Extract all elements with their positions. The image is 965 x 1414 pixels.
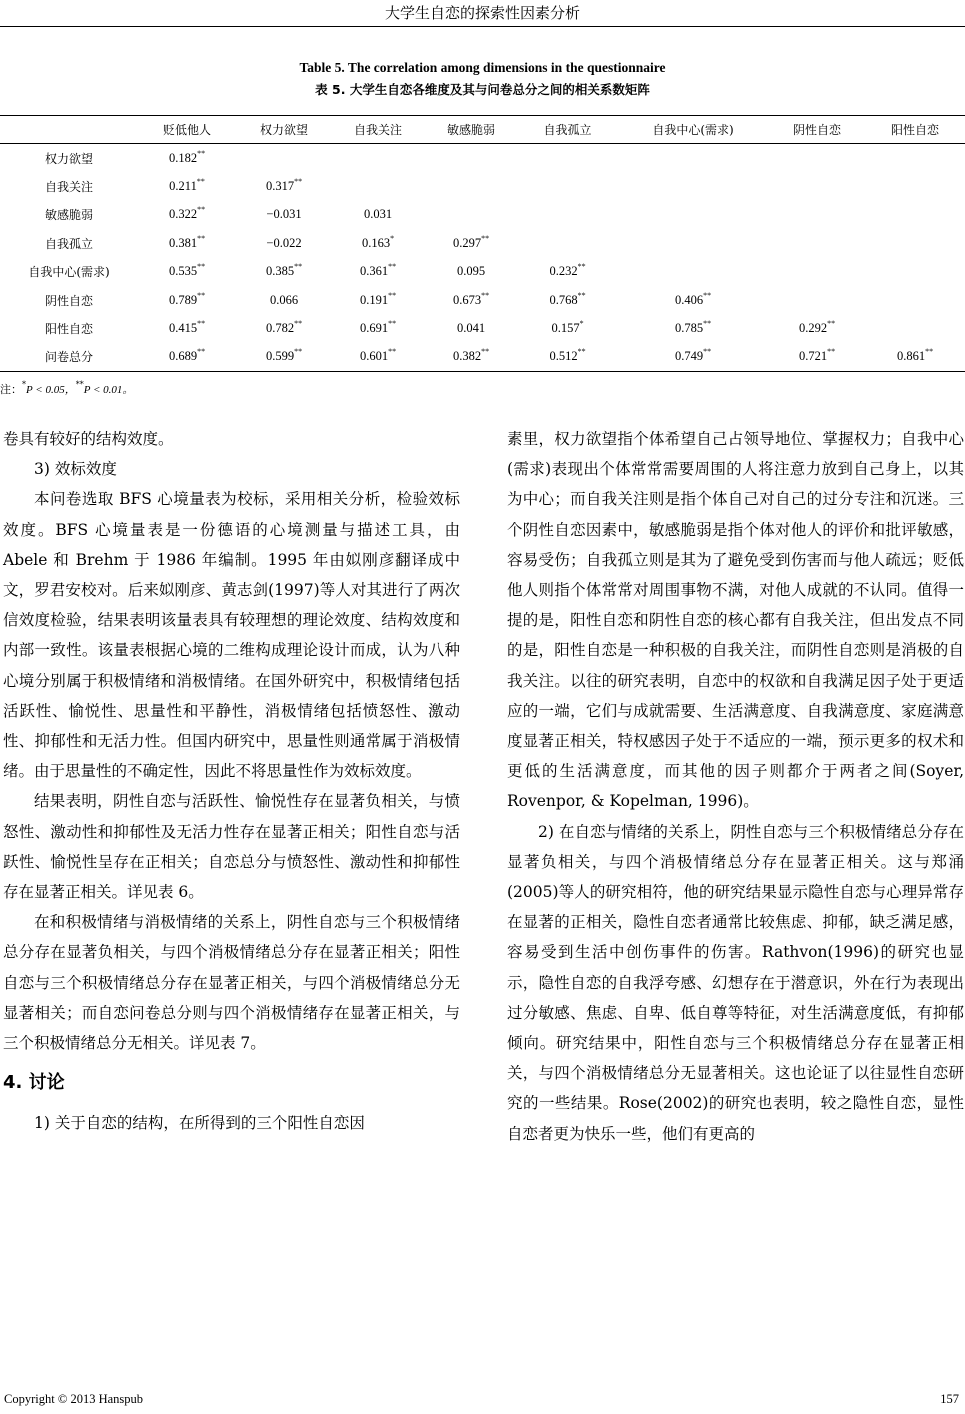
significance-mark: ** [196,177,205,187]
column-header: 敏感脆弱 [446,123,495,137]
significance-mark: ** [577,262,586,272]
correlation-value: 0.322 [168,207,198,222]
correlation-cell [518,286,617,314]
row-label: 自我孤立 [44,236,93,251]
paragraph: 本问卷选取 BFS 心境量表为校标，采用相关分析，检验效标效度。BFS 心境量表是一份德语的心境测量与描述工具，由 Abele 和 Brehm 于 1986 年编制。1995 年由姒刚彦翻译成中文，罗君安校对。后来姒刚彦、黄志剑(1997)等人对其进行了两次信效度检验，结果表明该量表具有较理想的理论效度、结构效度和内部一致性。该量表根据心境的二维构成理论设计而成，认为八种心境分别属于积极情绪和消极情绪。在国外研究中，积极情绪包括活跃性、愉悦性、思量性和平静性，消极情绪包括愤怒性、激动性、抑郁性和无活力性。但国内研究中，思量性则通常属于消极情绪。由于思量性的不确定性，因此不将思量性作为效标效度。 [3,490,460,781]
column-header: 自我关注 [353,123,402,137]
correlation-cell [236,343,332,372]
correlation-value: 0.031 [363,207,393,222]
correlation-value: 0.721 [798,349,828,364]
empty-cell [769,172,865,200]
correlation-cell [424,343,518,372]
correlation-cell [424,229,518,257]
correlation-cell [236,258,332,286]
paragraph: 卷具有较好的结构效度。 [3,430,174,448]
significance-mark: * [390,233,395,243]
correlation-value: 0.292 [798,321,828,336]
correlation-value: 0.163 [361,235,391,250]
significance-mark: ** [197,148,206,158]
correlation-value: 0.782 [265,321,295,336]
column-header: 自我孤立 [543,123,592,137]
correlation-cell [518,258,617,286]
table-row [0,286,965,314]
running-header: 大学生自恋的探索性因素分析 [384,4,580,22]
correlation-cell [424,286,518,314]
correlation-cell [332,343,424,372]
correlation-cell [138,144,236,173]
correlation-cell [138,201,236,229]
correlation-cell [332,314,424,342]
header-rule [0,26,965,27]
table-row [0,258,965,286]
correlation-cell [617,286,769,314]
note-p-01: P < 0.01。 [83,384,134,396]
empty-cell [332,144,424,173]
significance-mark: ** [388,319,397,329]
paragraph: 1) 关于自恋的结构，在所得到的三个阳性自恋因 [34,1114,365,1133]
significance-mark: ** [388,262,397,272]
table-row [0,229,965,257]
correlation-value: 0.157 [551,321,580,336]
empty-cell [518,201,617,229]
correlation-value: 0.789 [168,292,198,307]
correlation-cell [236,286,332,314]
correlation-value: 0.406 [674,292,704,307]
table-row [0,144,965,173]
correlation-cell [236,172,332,200]
correlation-value: 0.861 [896,349,926,364]
right-text-column [507,424,964,1149]
note-star-single: * [22,380,26,389]
significance-mark: ** [388,347,397,357]
correlation-value: 0.361 [359,264,389,279]
correlation-table [0,115,965,372]
empty-cell [865,172,965,200]
correlation-cell [617,343,769,372]
correlation-value: 0.095 [456,264,486,279]
empty-cell [617,172,769,200]
significance-mark: ** [197,262,206,272]
column-header: 自我中心(需求) [652,123,734,137]
correlation-value: 0.415 [168,321,198,336]
copyright-footer: Copyright © 2013 Hanspub [4,1392,144,1406]
correlation-value: 0.041 [456,321,486,336]
note-star-double: ** [75,380,84,389]
significance-mark: ** [481,290,490,300]
significance-mark: ** [703,319,712,329]
column-header: 贬低他人 [162,123,211,137]
correlation-cell [332,201,424,229]
correlation-cell [518,314,617,342]
empty-cell [424,144,518,173]
empty-cell [769,201,865,229]
empty-cell [865,286,965,314]
empty-cell [865,258,965,286]
correlation-cell [332,229,424,257]
correlation-value: 0.749 [674,349,704,364]
paragraph: 素里，权力欲望指个体希望自己占领导地位、掌握权力；自我中心(需求)表现出个体常常需要周围的人将注意力放到自己身上，以其为中心；而自我关注则是指个体自己对自己的过分专注和沉迷。三个阴性自恋因素中，敏感脆弱是指个体对他人的评价和批评敏感，容易受伤；自我孤立则是其为了避免受到伤害而与他人疏远；贬低他人则指个体常常对周围事物不满，对他人成就的不认同。值得一提的是，阳性自恋和阴性自恋的核心都有自我关注，但出发点不同的是，阳性自恋是一种积极的自我关注，而阴性自恋则是消极的自我关注。以往的研究表明，自恋中的权欲和自我满足因子处于更适应的一端，它们与成就需要、生活满意度、自我满意度、家庭满意度显著正相关，特权感因子处于不适应的一端，预示更多的权术和更低的生活满意度，而其他的因子则都介于两者之间(Soyer, Rovenpor, & Kopelman, 1996)。 [507,430,964,811]
empty-cell [518,144,617,173]
significance-mark: ** [294,319,303,329]
table-row [0,201,965,229]
correlation-value: 0.673 [452,292,482,307]
significance-mark: ** [925,347,934,357]
row-label: 阴性自恋 [44,293,93,308]
correlation-value: 0.768 [549,292,578,307]
correlation-cell [769,314,865,342]
correlation-value: 0.381 [168,235,198,250]
empty-cell [617,229,769,257]
empty-cell [769,258,865,286]
section-heading: 4. 讨论 [3,1072,65,1094]
correlation-value: 0.211 [169,179,197,194]
empty-cell [865,314,965,342]
empty-cell [617,258,769,286]
correlation-value: 0.066 [269,292,299,307]
correlation-cell [769,343,865,372]
significance-mark: ** [577,290,586,300]
column-header: 阴性自恋 [792,123,841,137]
correlation-value: 0.512 [549,349,578,364]
paragraph: 3) 效标效度 [34,460,117,479]
correlation-cell [138,314,236,342]
empty-cell [424,201,518,229]
table-caption-zh: 表 5. 大学生自恋各维度及其与问卷总分之间的相关系数矩阵 [315,82,650,97]
significance-mark: ** [481,347,490,357]
row-label: 敏感脆弱 [44,208,93,223]
significance-mark: ** [388,290,397,300]
correlation-value: 0.382 [452,349,482,364]
correlation-cell [332,286,424,314]
table-row [0,172,965,200]
paragraph: 2) 在自恋与情绪的关系上，阴性自恋与三个积极情绪总分存在显著负相关，与四个消极情绪总分存在显著正相关。这与郑涌(2005)等人的研究相符，他的研究结果显示隐性自恋与心理异常存在显著的正相关，隐性自恋者通常比较焦虑、抑郁，缺乏满足感，容易受到生活中创伤事件的伤害。Rathvon(1996)的研究也显示，隐性自恋的自我浮夸感、幻想存在于潜意识，外在行为表现出过分敏感、焦虑、自卑、低自尊等特征，对生活满意度低，有抑郁倾向。研究结果中，阳性自恋与三个积极情绪总分存在显著正相关，与四个消极情绪总分无显著相关。这也论证了以往显性自恋研究的一些结果。Rose(2002)的研究也表明，较之隐性自恋，显性自恋者更为快乐一些，他们有更高的 [507,822,964,1143]
empty-cell [424,172,518,200]
table-header-row [0,116,965,144]
empty-cell [769,229,865,257]
empty-cell [617,144,769,173]
correlation-cell [236,314,332,342]
significance-mark: ** [197,233,206,243]
empty-cell [518,229,617,257]
correlation-cell [518,343,617,372]
empty-cell [332,172,424,200]
paragraph: 在和积极情绪与消极情绪的关系上，阴性自恋与三个积极情绪总分存在显著负相关，与四个消极情绪总分存在显著正相关；阳性自恋与三个积极情绪总分存在显著正相关，与四个消极情绪总分无显著相关；而自恋问卷总分则与四个消极情绪存在显著正相关，与三个积极情绪总分无相关。详见表 7。 [3,913,460,1053]
note-p-05: P < 0.05， [26,384,76,396]
correlation-cell [617,314,769,342]
correlation-cell [332,258,424,286]
significance-mark: ** [197,347,206,357]
row-label: 权力欲望 [44,151,93,166]
correlation-cell [865,343,965,372]
correlation-value: 0.689 [168,349,198,364]
correlation-value: 0.232 [549,264,578,279]
correlation-cell [424,258,518,286]
empty-cell [865,144,965,173]
correlation-value: 0.785 [674,321,704,336]
table-row [0,314,965,342]
empty-cell [865,201,965,229]
correlation-value: 0.191 [359,292,389,307]
correlation-cell [138,172,236,200]
correlation-cell [236,229,332,257]
table-row [0,343,965,372]
correlation-value: 0.691 [359,321,389,336]
significance-mark: ** [197,290,206,300]
table-caption-en: Table 5. The correlation among dimensions in the questionnaire [299,60,666,75]
significance-mark: ** [294,347,303,357]
significance-mark: ** [827,319,836,329]
significance-mark: * [579,319,584,329]
row-label: 阳性自恋 [44,322,93,337]
significance-mark: ** [577,347,586,357]
correlation-value: 0.385 [265,264,295,279]
empty-cell [518,172,617,200]
column-header: 权力欲望 [259,123,308,137]
empty-cell [865,229,965,257]
correlation-value: 0.601 [359,349,389,364]
correlation-cell [138,229,236,257]
empty-cell [617,201,769,229]
row-label: 问卷总分 [44,350,93,365]
table-note [0,381,133,397]
note-prefix: 注： [0,383,22,396]
correlation-value: 0.182 [168,150,198,165]
correlation-cell [424,314,518,342]
significance-mark: ** [703,290,712,300]
row-label: 自我关注 [44,180,93,195]
significance-mark: ** [703,347,712,357]
correlation-value: −0.031 [266,207,302,222]
correlation-cell [138,258,236,286]
page-number: 157 [940,1392,959,1406]
correlation-value: −0.022 [266,235,302,250]
empty-cell [236,144,332,173]
correlation-value: 0.535 [168,264,198,279]
column-header: 阳性自恋 [890,123,939,137]
correlation-value: 0.317 [265,179,295,194]
empty-cell [769,144,865,173]
empty-cell [769,286,865,314]
significance-mark: ** [294,177,303,187]
row-label: 自我中心(需求) [28,265,110,280]
correlation-cell [236,201,332,229]
significance-mark: ** [294,262,303,272]
correlation-value: 0.297 [452,235,482,250]
left-text-column [3,424,460,1138]
significance-mark: ** [197,205,206,215]
correlation-cell [138,286,236,314]
correlation-value: 0.599 [265,349,295,364]
significance-mark: ** [481,233,490,243]
correlation-cell [138,343,236,372]
significance-mark: ** [197,319,206,329]
column-header [0,116,138,144]
paragraph: 结果表明，阴性自恋与活跃性、愉悦性存在显著负相关，与愤怒性、激动性和抑郁性及无活力性存在显著正相关；阳性自恋与活跃性、愉悦性呈存在正相关；自恋总分与愤怒性、激动性和抑郁性存在显著正相关。详见表 6。 [3,792,460,902]
significance-mark: ** [827,347,836,357]
